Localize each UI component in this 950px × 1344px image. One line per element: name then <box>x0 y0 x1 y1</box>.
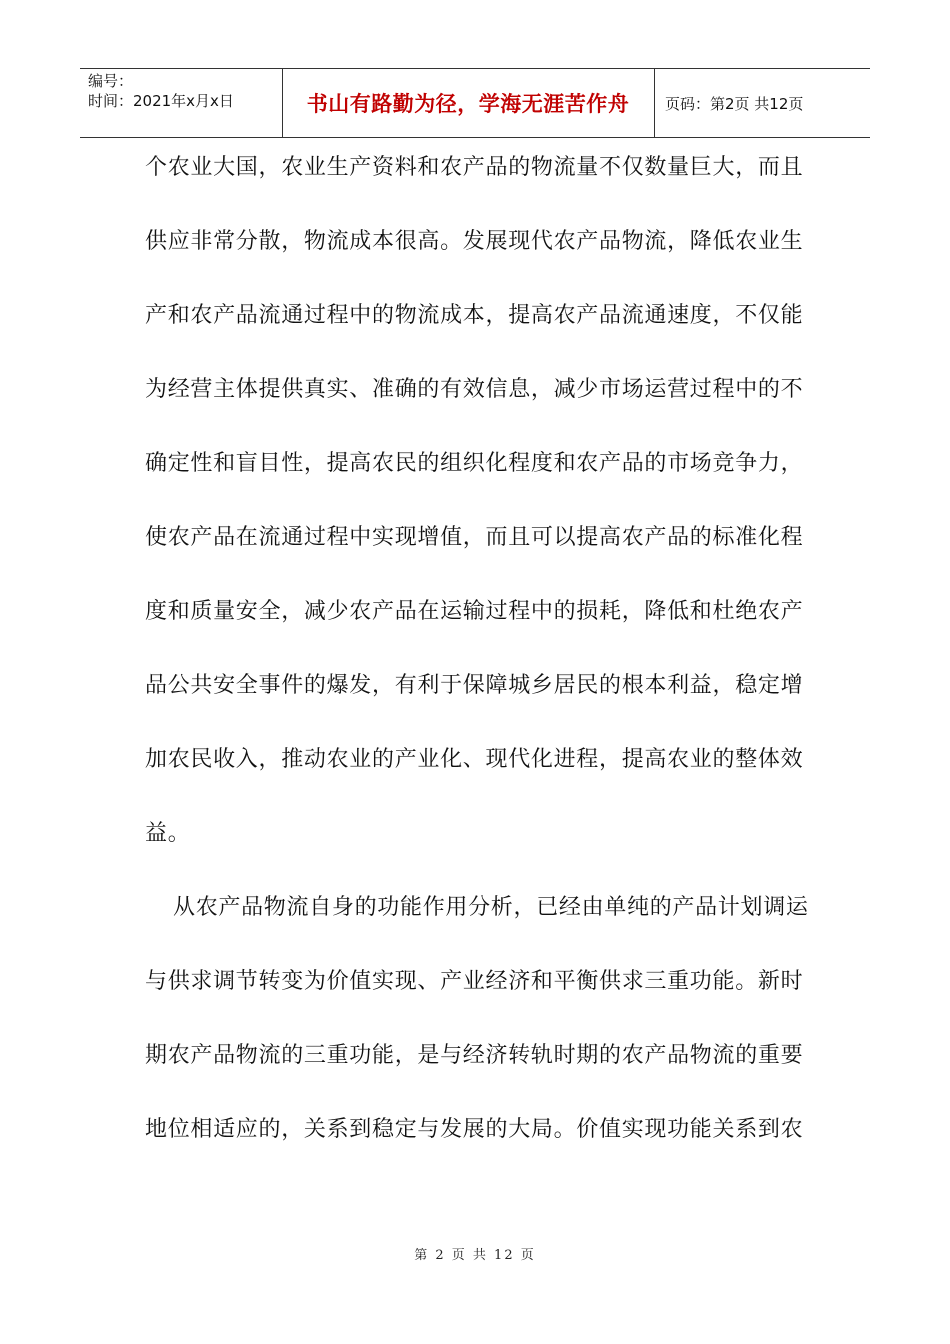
motto-text: 书山有路勤为径，学海无涯苦作舟 <box>306 92 630 116</box>
document-header <box>80 68 870 138</box>
text-line: 地位相适应的，关系到稳定与发展的大局。价值实现功能关系到农 <box>145 1117 804 1142</box>
time-label: 时间：2021年x月x日 <box>88 92 234 110</box>
header-meta-cell <box>80 69 283 137</box>
page-footer: 第 2 页 共 12 页 <box>414 1248 536 1263</box>
text-line: 期农产品物流的三重功能，是与经济转轨时期的农产品物流的重要 <box>145 1043 804 1068</box>
text-line: 为经营主体提供真实、准确的有效信息，减少市场运营过程中的不 <box>145 377 804 402</box>
text-line: 确定性和盲目性，提高农民的组织化程度和农产品的市场竞争力， <box>145 451 804 476</box>
text-line: 品公共安全事件的爆发，有利于保障城乡居民的根本利益，稳定增 <box>145 673 804 698</box>
text-line: 产和农产品流通过程中的物流成本，提高农产品流通速度，不仅能 <box>145 303 804 328</box>
header-motto-cell <box>282 69 655 137</box>
text-line: 个农业大国，农业生产资料和农产品的物流量不仅数量巨大，而且 <box>145 155 804 180</box>
text-line: 与供求调节转变为价值实现、产业经济和平衡供求三重功能。新时 <box>145 969 804 994</box>
text-line: 加农民收入，推动农业的产业化、现代化进程，提高农业的整体效 <box>145 747 804 772</box>
text-line: 益。 <box>145 821 191 846</box>
paragraph-first-line: 从农产品物流自身的功能作用分析，已经由单纯的产品计划调运 <box>173 895 809 920</box>
text-line: 使农产品在流通过程中实现增值，而且可以提高农产品的标准化程 <box>145 525 804 550</box>
text-line: 度和质量安全，减少农产品在运输过程中的损耗，降低和杜绝农产 <box>145 599 804 624</box>
header-page-cell <box>654 69 870 137</box>
text-line: 供应非常分散，物流成本很高。发展现代农产品物流，降低农业生 <box>145 229 804 254</box>
page-info: 页码：第2页 共12页 <box>665 94 804 113</box>
number-label: 编号： <box>88 72 134 90</box>
